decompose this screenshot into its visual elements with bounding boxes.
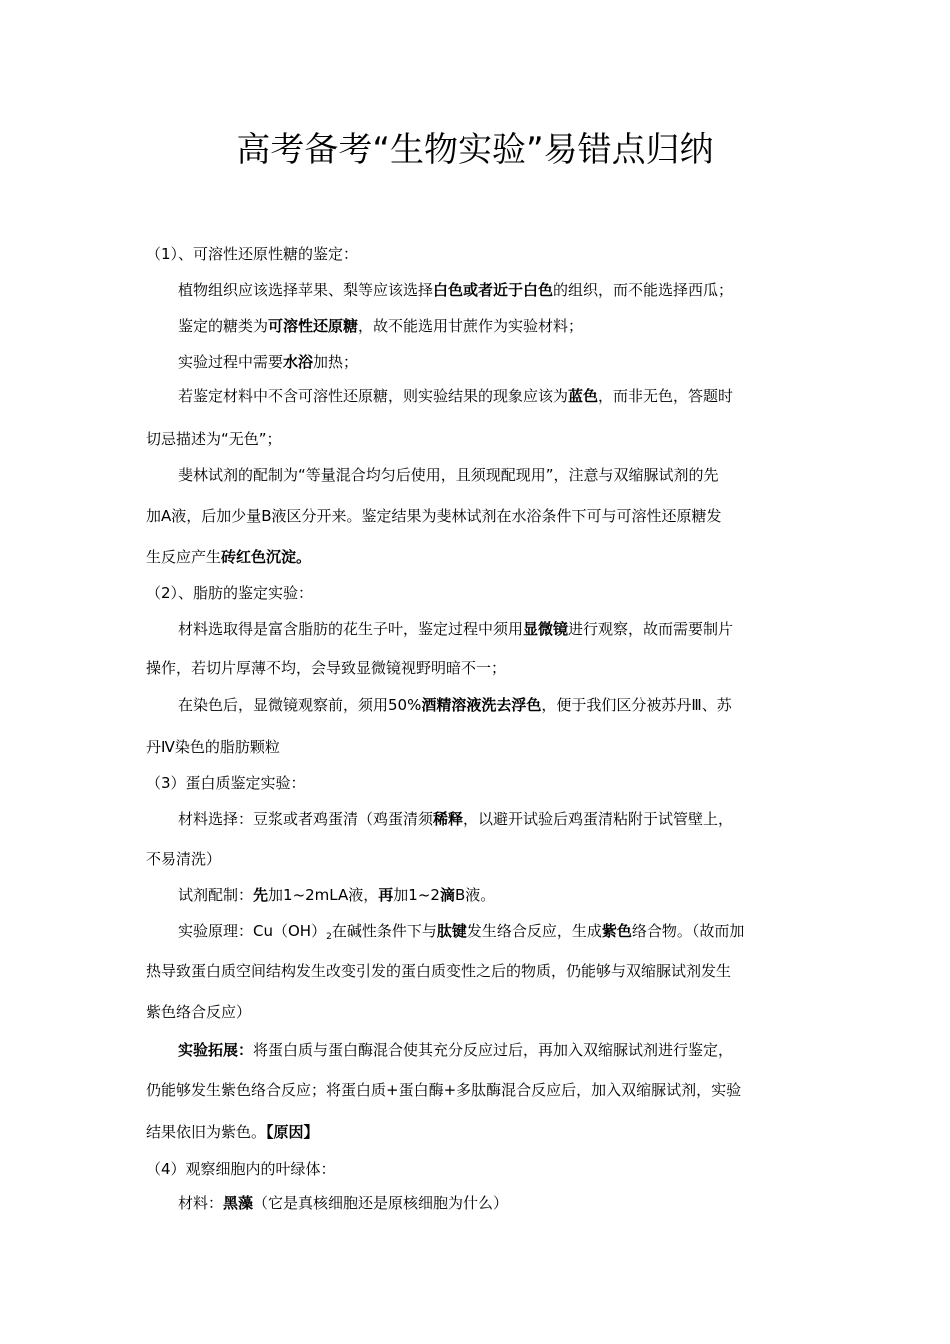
s3-paragraph-3-cont: 热导致蛋白质空间结构发生改变引发的蛋白质变性之后的物质，仍能够与双缩脲试剂发生 (146, 962, 732, 980)
s1-paragraph-5-cont: 加A液，后加少量B液区分开来。鉴定结果为斐林试剂在水浴条件下可与可溶性还原糖发 (146, 507, 722, 525)
s3-paragraph-1: 材料选择：豆浆或者鸡蛋清（鸡蛋清须稀释，以避开试验后鸡蛋清粘附于试管壁上， (178, 810, 734, 828)
s3-paragraph-3: 实验原理：$Cu(OH)_2$在碱性条件下与肽键发生络合反应，生成紫色络合物。（故而加 (178, 922, 745, 942)
s1-paragraph-3: 实验过程中需要水浴加热； (178, 353, 359, 371)
section-1-heading: （1）、可溶性还原性糖的鉴定： (146, 245, 359, 263)
section-4-heading: （4）观察细胞内的叶绿体： (146, 1160, 336, 1178)
s3-paragraph-1-cont: 不易清洗） (146, 850, 222, 868)
s1-paragraph-4: 若鉴定材料中不含可溶性还原糖，则实验结果的现象应该为蓝色，而非无色，答题时 (178, 387, 734, 405)
s1-paragraph-5: 斐林试剂的配制为“等量混合均匀后使用，且须现配现用”，注意与双缩脲试剂的先 (178, 466, 719, 484)
s3-paragraph-4: 实验拓展：将蛋白质与蛋白酶混合使其充分反应过后，再加入双缩脲试剂进行鉴定， (178, 1041, 734, 1059)
section-3-heading: （3）蛋白质鉴定实验： (146, 774, 306, 792)
s1-paragraph-2: 鉴定的糖类为可溶性还原糖，故不能选用甘蔗作为实验材料； (178, 317, 584, 335)
s1-paragraph-4-cont: 切忌描述为“无色”； (146, 430, 282, 448)
s2-paragraph-2-cont: 丹Ⅳ染色的脂肪颗粒 (146, 738, 280, 756)
s3-paragraph-4-cont: 仍能够发生紫色络合反应；将蛋白质+蛋白酶+多肽酶混合反应后，加入双缩脲试剂，实验 (146, 1081, 742, 1099)
s2-paragraph-1: 材料选取得是富含脂肪的花生子叶，鉴定过程中须用显微镜进行观察，故而需要制片 (178, 620, 734, 638)
s2-paragraph-1-cont: 操作，若切片厚薄不均，会导致显微镜视野明暗不一； (146, 659, 507, 677)
s2-paragraph-2: 在染色后，显微镜观察前，须用50%酒精溶液洗去浮色，便于我们区分被苏丹Ⅲ、苏 (178, 696, 732, 714)
s4-paragraph-1: 材料：黑藻（它是真核细胞还是原核细胞为什么） (178, 1194, 509, 1212)
s1-paragraph-5-end: 生反应产生砖红色沉淀。 (146, 548, 312, 566)
s1-paragraph-1: 植物组织应该选择苹果、梨等应该选择白色或者近于白色的组织，而不能选择西瓜； (178, 281, 734, 299)
document-title: 高考备考“生物实验”易错点归纳 (236, 130, 714, 170)
s3-paragraph-2: 试剂配制：先加1~2mLA液，再加1~2滴B液。 (178, 886, 496, 904)
s3-paragraph-4-end: 结果依旧为紫色。【原因】 (146, 1123, 319, 1141)
s3-paragraph-3-end: 紫色络合反应） (146, 1003, 252, 1021)
section-2-heading: （2）、脂肪的鉴定实验： (146, 584, 314, 602)
